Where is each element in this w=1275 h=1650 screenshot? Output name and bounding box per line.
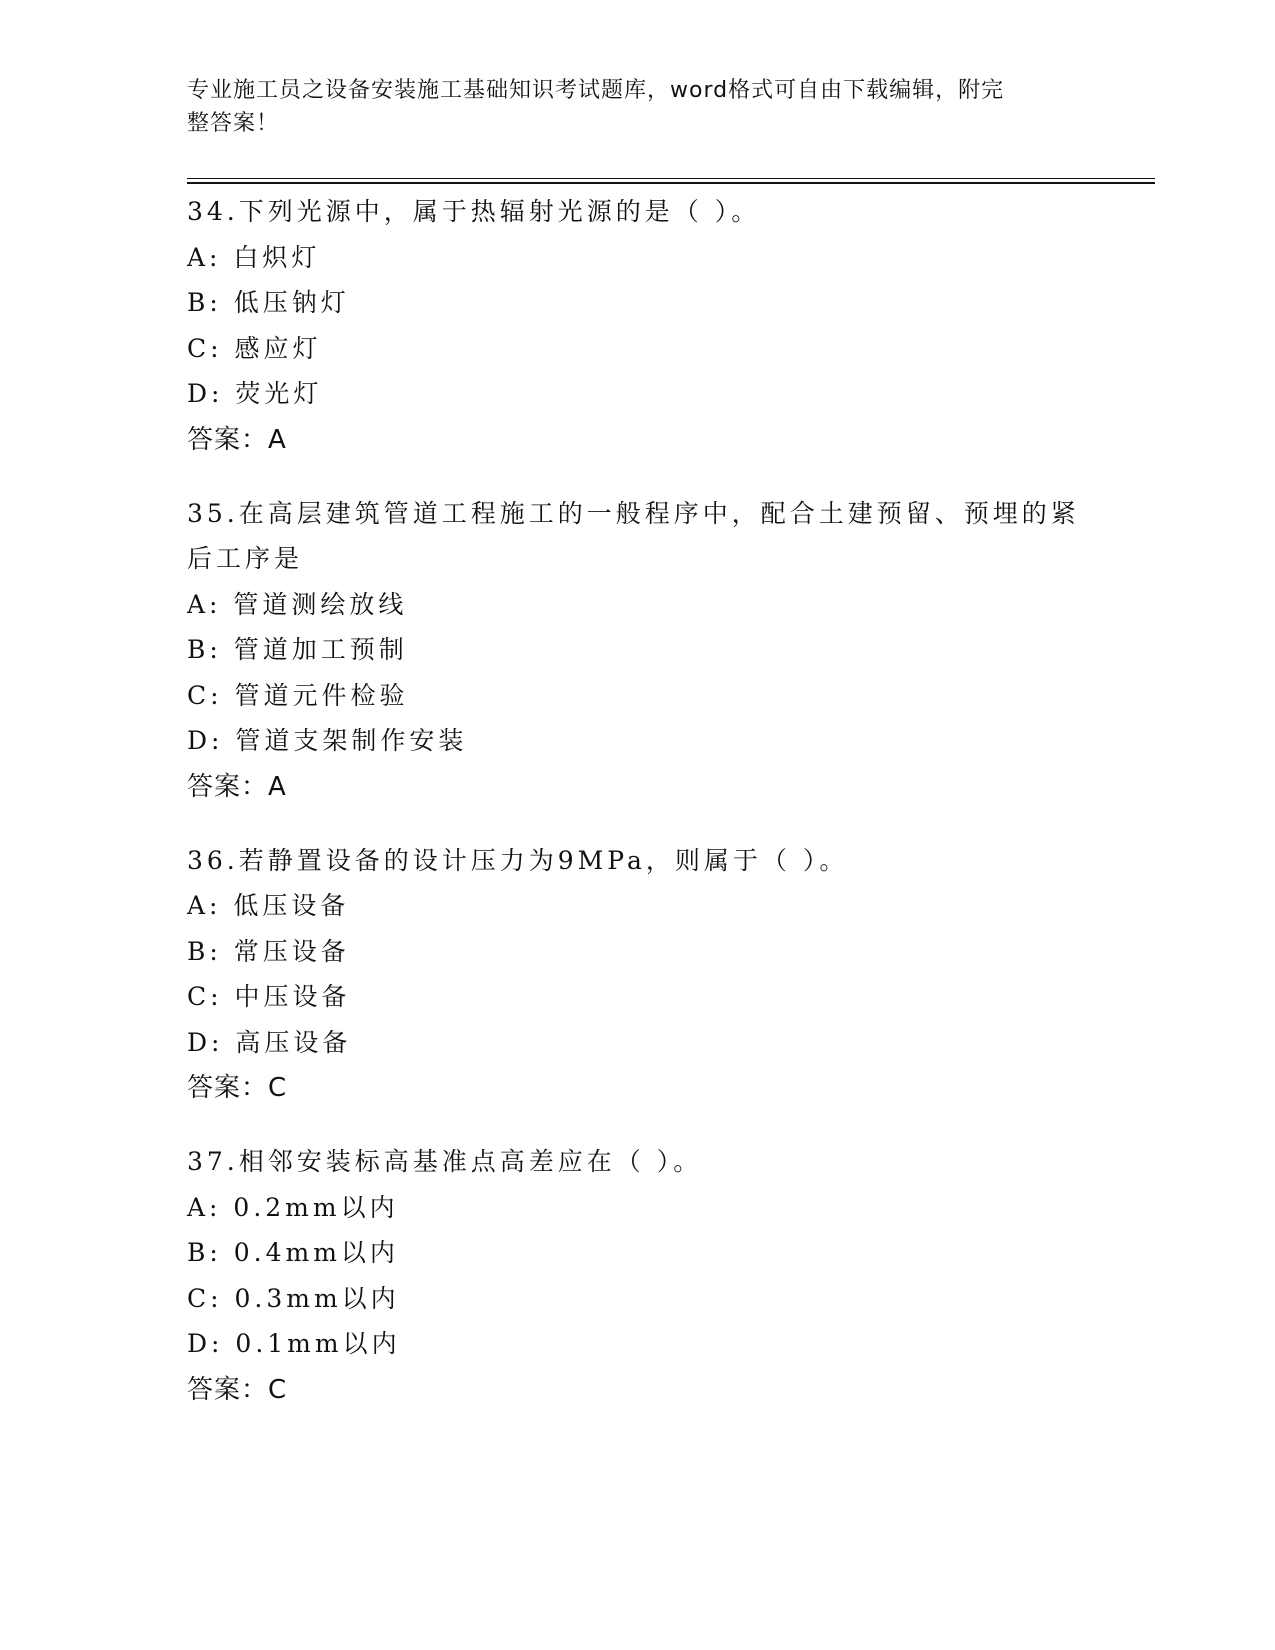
header-line-1: 专业施工员之设备安装施工基础知识考试题库，word格式可自由下载编辑，附完 xyxy=(187,78,1005,103)
question-35 xyxy=(187,491,1087,810)
option-a: A: 0.2mm以内 xyxy=(187,1192,399,1222)
option-d: D: 管道支架制作安装 xyxy=(187,726,468,755)
answer-line: 答案：A xyxy=(187,424,287,455)
answer-line: 答案：C xyxy=(187,1374,288,1405)
question-stem: 35.在高层建筑管道工程施工的一般程序中，配合土建预留、预埋的紧 xyxy=(187,498,1080,528)
question-stem-continued: 后工序是 xyxy=(187,544,304,573)
option-a: A: 低压设备 xyxy=(187,891,350,920)
option-b: B: 管道加工预制 xyxy=(187,635,408,664)
option-a: A: 白炽灯 xyxy=(187,242,321,272)
option-d: D: 高压设备 xyxy=(187,1027,352,1057)
option-c: C: 0.3mm以内 xyxy=(187,1283,400,1313)
option-b: B: 常压设备 xyxy=(187,936,350,966)
option-b: B: 0.4mm以内 xyxy=(187,1238,399,1267)
answer-line: 答案：C xyxy=(187,1073,288,1103)
question-36 xyxy=(187,838,1087,1112)
question-34 xyxy=(187,189,1087,463)
option-c: C: 中压设备 xyxy=(187,982,351,1011)
option-c: C: 管道元件检验 xyxy=(187,680,409,710)
option-c: C: 感应灯 xyxy=(187,333,322,363)
question-list xyxy=(187,189,1087,1441)
answer-line: 答案：A xyxy=(187,771,287,802)
header-line-2: 整答案！ xyxy=(187,111,280,136)
header-divider-thin xyxy=(187,178,1155,179)
option-a: A: 管道测绘放线 xyxy=(187,589,408,619)
option-d: D: 0.1mm以内 xyxy=(187,1329,401,1358)
question-37 xyxy=(187,1139,1087,1413)
option-d: D: 荧光灯 xyxy=(187,379,323,408)
question-stem: 37.相邻安装标高基准点高差应在（ ）。 xyxy=(187,1147,703,1176)
document-header xyxy=(187,74,1087,140)
question-stem: 36.若静置设备的设计压力为9MPa，则属于（ ）。 xyxy=(187,845,849,875)
option-b: B: 低压钠灯 xyxy=(187,288,350,317)
header-divider-thick xyxy=(187,182,1155,184)
question-stem: 34.下列光源中，属于热辐射光源的是（ ）。 xyxy=(187,197,761,226)
